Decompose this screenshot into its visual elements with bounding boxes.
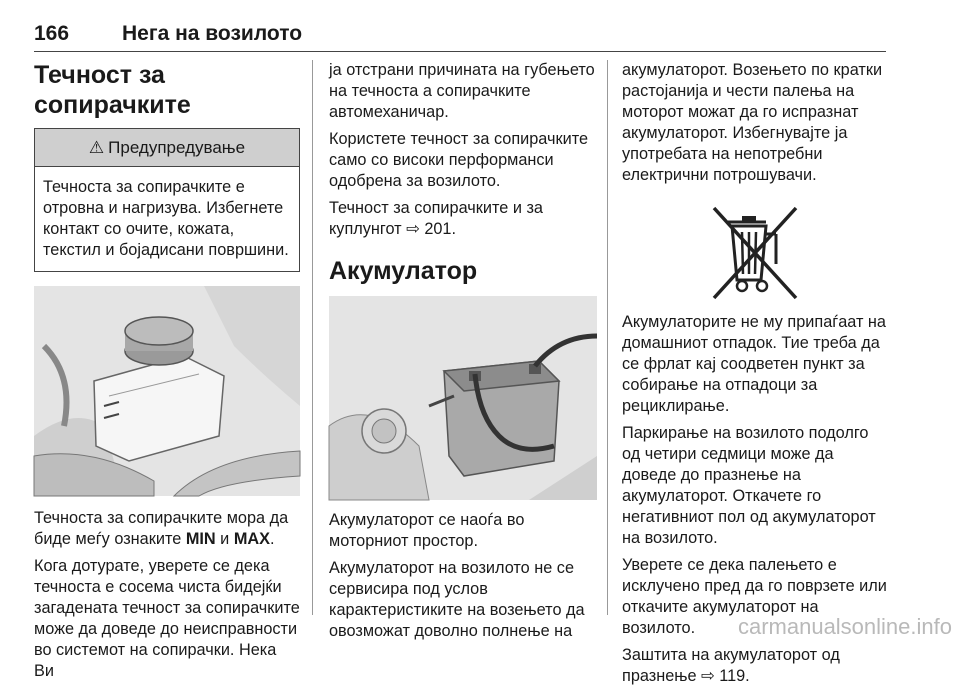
watermark: carmanualsonline.info [737,614,952,639]
column-3 [622,60,888,687]
chapter-title: Нега на возилото [122,22,303,45]
paragraph-ignition-off: Уверете се дека палењето е исклучено пред да го поврзете или откачите акумулаторот на возилото. [622,556,887,637]
column-2 [329,60,597,642]
paragraph-continued: ја отстрани причината на губењето на течноста а сопирачките автомеханичар. [329,61,595,121]
paragraph-parking: Паркирање на возилото подолго од четири седмици може да доведе до празнење на акумулаторот. Откачете го негативниот пол од акумулаторот на возилото. [622,424,876,547]
warning-text: Течноста за сопирачките е отровна и нагризува. Избегнете контакт со очите, кожата, текстил и бојадисани површини. [43,178,289,259]
paragraph-topping-up: Кога дотурате, уверете се дека течноста е сосема чиста бидејќи загадената течност за сопирачките може да доведе до неисправности во системот на сопирачки. Нека Ви [34,557,300,680]
paragraph-battery-location: Акумулаторот се наоѓа во моторниот простор. [329,511,525,550]
crossed-out-bin-icon [700,194,810,304]
warning-box [34,128,300,272]
text: и [215,530,234,548]
max-label: MAX [233,530,270,548]
paragraph-short-trips: акумулаторот. Возењето по кратки растојанија и чести палења на моторот можат да го испразнат акумулаторот. Избегнувајте ја употребата на непотребни електрични потрошувачи. [622,61,883,184]
text: . [270,530,275,548]
brake-fluid-reservoir-illustration [34,286,300,496]
section-title-battery: Акумулатор [329,257,478,285]
page-number: 166 [34,22,70,45]
paragraph-household-waste: Акумулаторите не му припаѓаат на домашниот отпадок. Тие треба да се фрлат кај соодветен пункт за собирање на отпадоци за рециклирање. [622,313,886,415]
column-divider [607,60,608,615]
warning-triangle-icon: ⚠ [88,137,105,157]
warning-label: Предупредување [108,137,246,157]
column-divider [312,60,313,615]
page-header [34,22,886,52]
text: Течноста за сопирачките мора да биде меѓу ознаките [34,509,289,548]
paragraph-battery-service: Акумулаторот на возилото не се сервисира под услов карактеристиките на возењето да овозможат доволно полнење на [329,559,585,640]
paragraph-reference[interactable]: Течност за сопирачките и за куплунгот ⇨ 201. [329,199,543,238]
section-title-brake-fluid: Течност за сопирачките [34,61,191,119]
battery-illustration [329,296,597,500]
column-1 [34,60,300,682]
paragraph-high-performance: Користете течност за сопирачките само со високи перформанси одобрена за возилото. [329,130,589,190]
paragraph-min-max [34,508,300,550]
paragraph-discharge-protection[interactable]: Заштита на акумулаторот од празнење ⇨ 119. [622,646,840,685]
warning-header [35,129,299,167]
min-label: MIN [185,530,216,548]
